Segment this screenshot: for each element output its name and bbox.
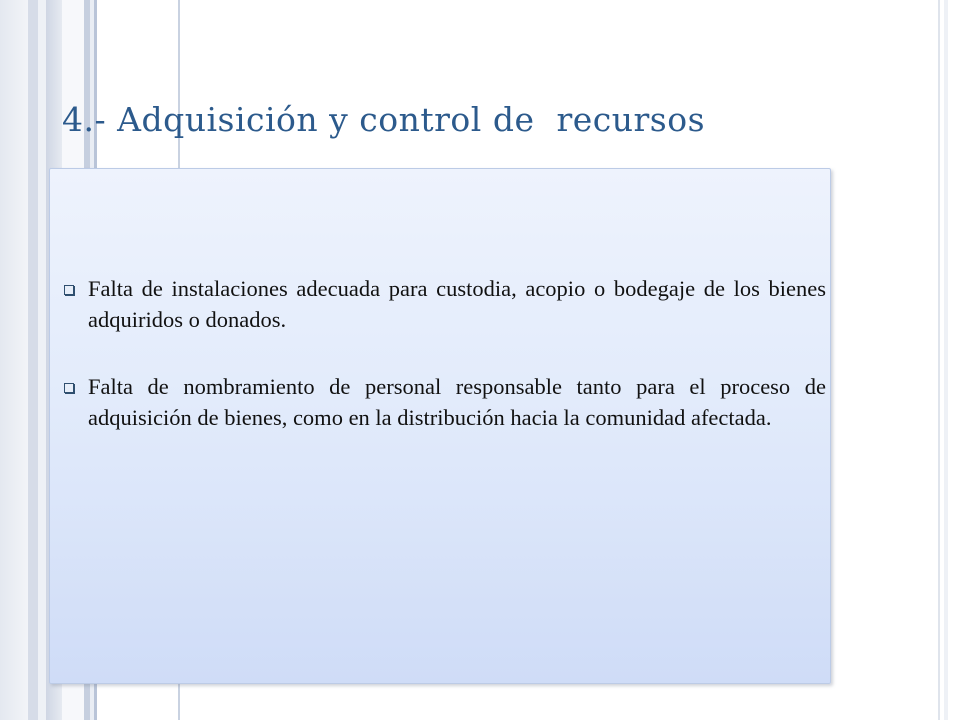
bullet-item: [64, 371, 826, 433]
hollow-square-bullet-icon: [64, 285, 74, 295]
bullet-list: [64, 273, 826, 469]
slide-title: 4.- Adquisición y control de recursos: [62, 100, 706, 139]
decorative-stripe: [28, 0, 38, 720]
bullet-text: Falta de nombramiento de personal responsable tanto para el proceso de adquisición de bienes, como en la distribución hacia la comunidad afectada.: [88, 374, 826, 430]
decorative-stripe: [0, 0, 28, 720]
decorative-stripe: [38, 0, 46, 720]
hollow-square-bullet-icon: [64, 383, 74, 393]
content-box: [49, 168, 831, 684]
bullet-text: Falta de instalaciones adecuada para custodia, acopio o bodegaje de los bienes adquiridos o donados.: [88, 276, 826, 332]
decorative-line: [944, 0, 948, 720]
bullet-item: [64, 273, 826, 335]
decorative-line: [938, 0, 940, 720]
